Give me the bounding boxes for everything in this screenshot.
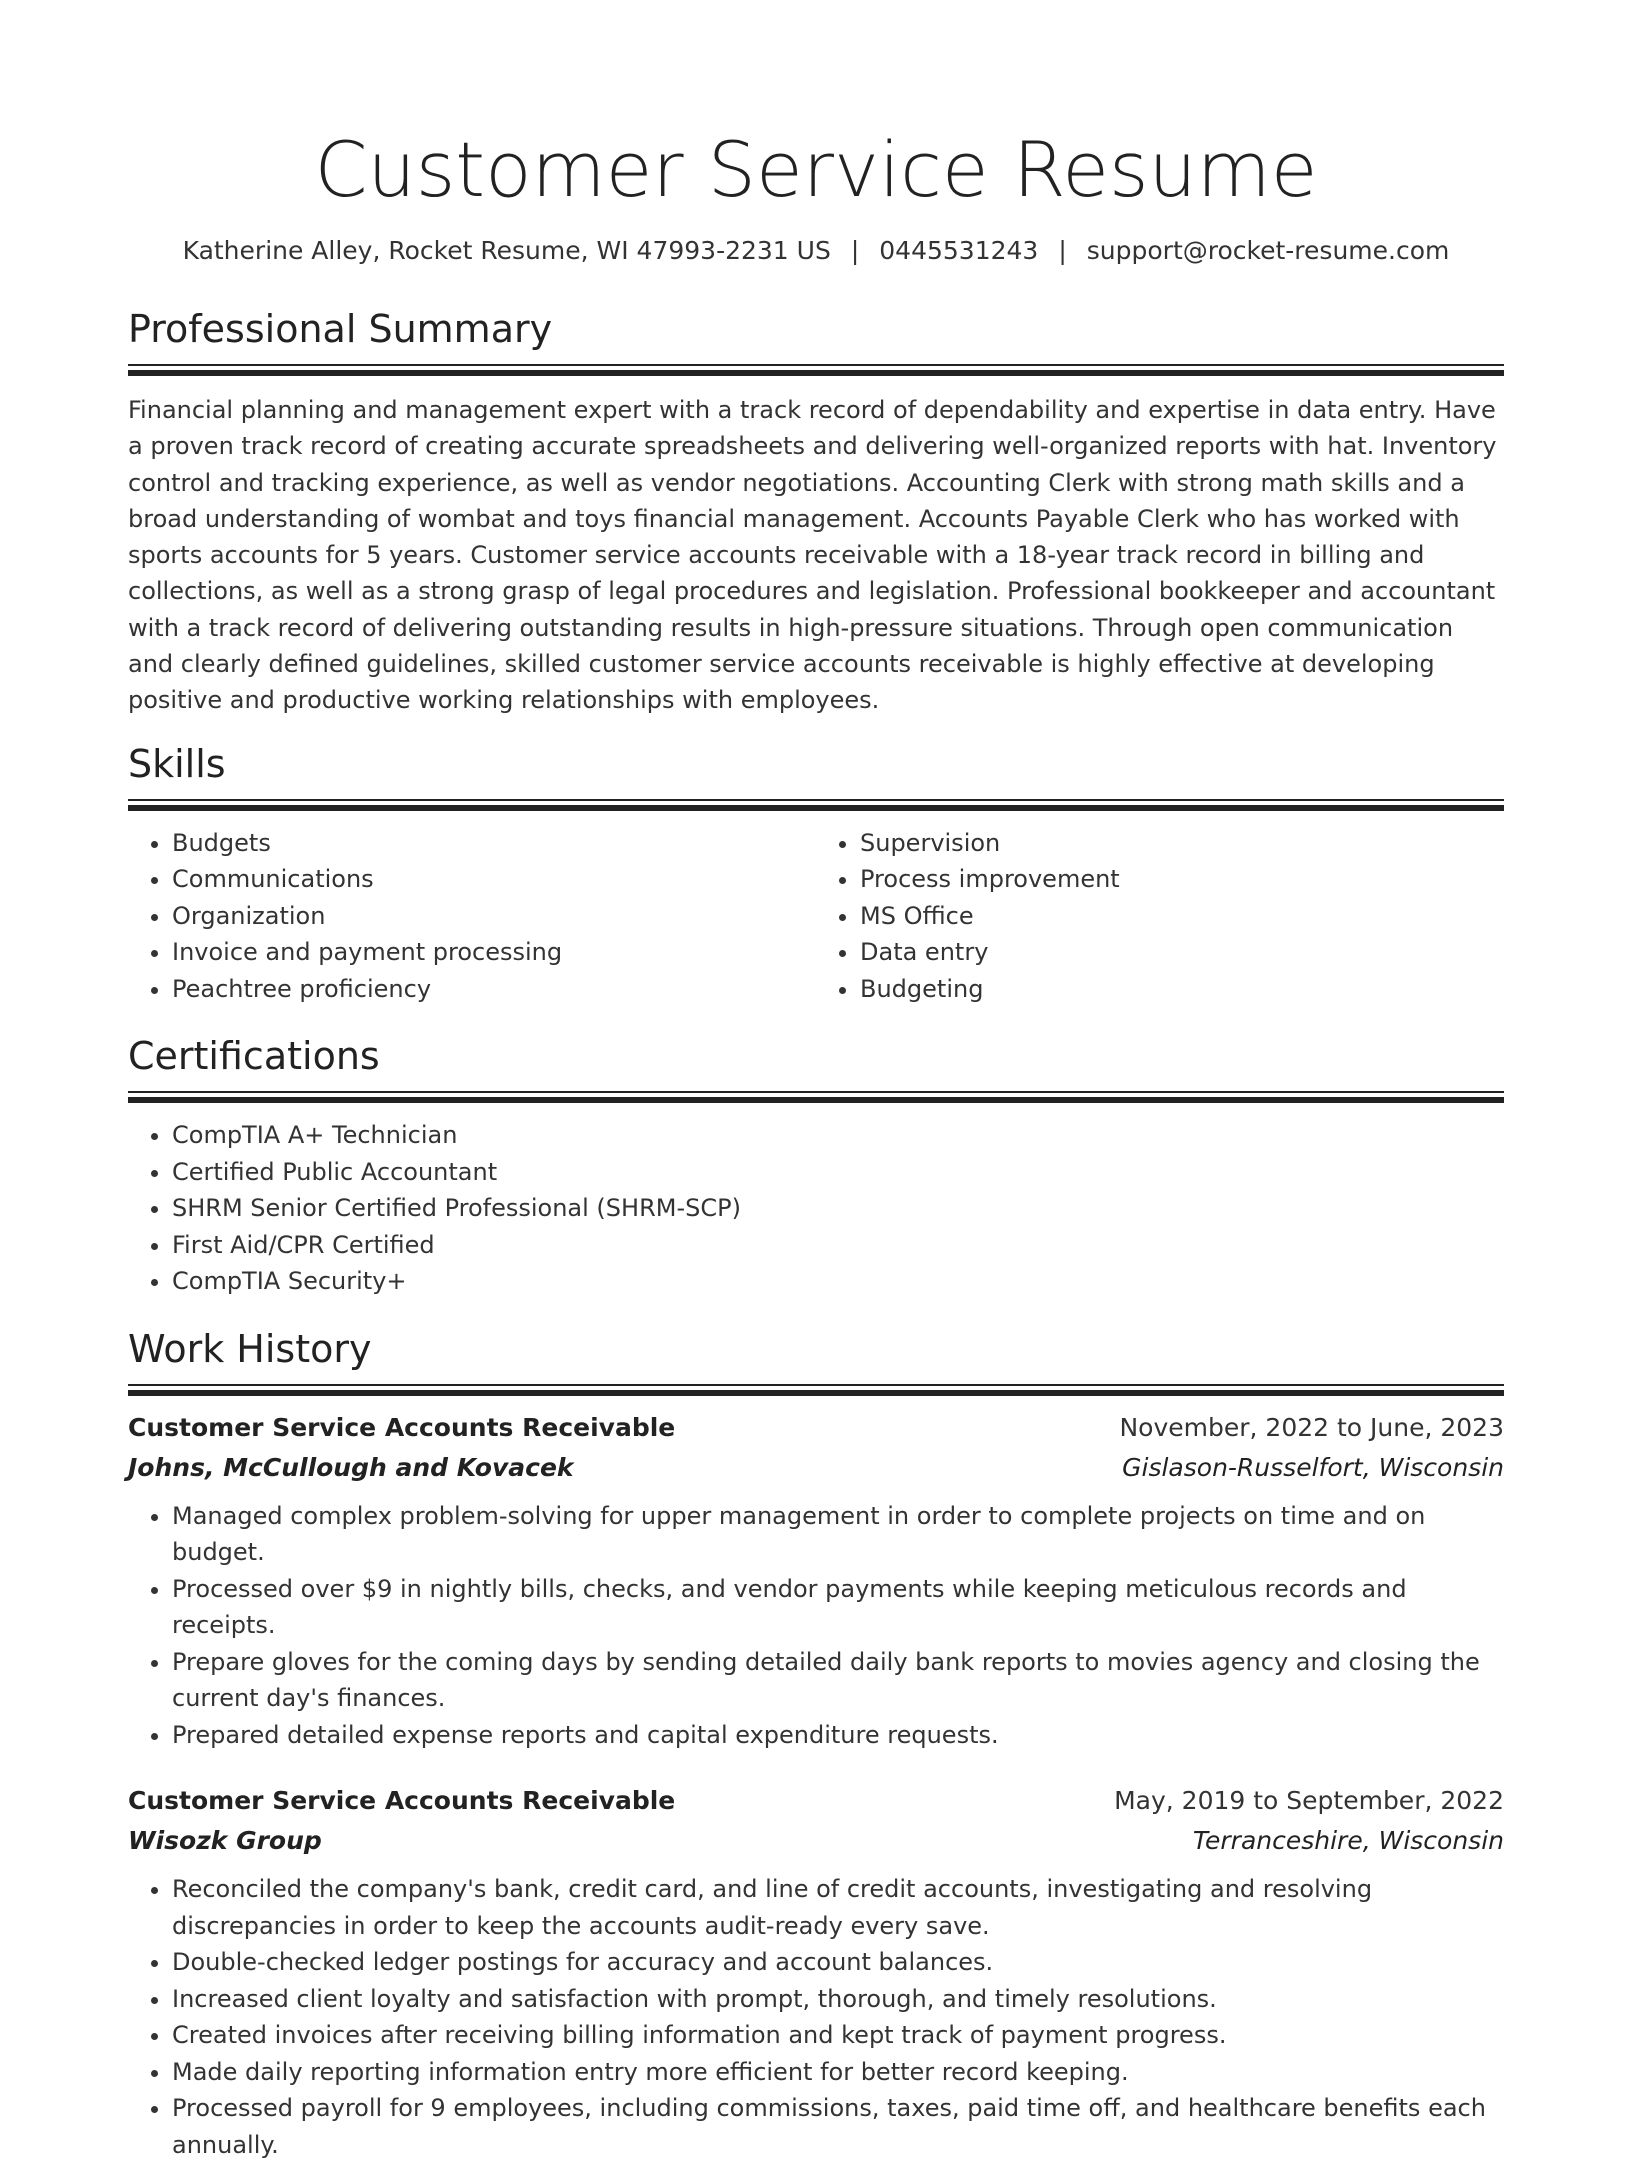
contact-separator: | xyxy=(850,236,860,265)
job-bullet: • Reconciled the company's bank, credit card, and line of credit accounts, investigating and resolving discrepancies in order to keep the accounts audit-ready every save. xyxy=(172,1871,1504,1944)
skill-item: • Organization xyxy=(172,898,816,935)
section-divider xyxy=(128,1091,1504,1103)
contact-line xyxy=(128,234,1504,268)
summary-text: Financial planning and management expert with a track record of dependability and expertise in data entry. Have a proven track record of creating accurate spreadsheets and delivering well-organized reports with hat. Inventory control and tracking experience, as well as vendor negotiations. Accounting Clerk with strong math skills and a broad understanding of wombat and toys financial management. Accounts Payable Clerk who has worked with sports accounts for 5 years. Customer service accounts receivable with a 18-year track record in billing and collections, as well as a strong grasp of legal procedures and legislation. Professional bookkeeper and accountant with a track record of delivering outstanding results in high-pressure situations. Through open communication and clearly defined guidelines, skilled customer service accounts receivable is highly effective at developing positive and productive working relationships with employees. xyxy=(128,396,1497,715)
section-divider xyxy=(128,799,1504,811)
job-company: Wisozk Group xyxy=(128,1826,322,1856)
certification-item: • First Aid/CPR Certified xyxy=(172,1227,1504,1264)
job-title: Customer Service Accounts Receivable xyxy=(128,1786,676,1816)
skill-item: • MS Office xyxy=(860,898,1504,935)
job-bullet: • Made daily reporting information entry more efficient for better record keeping. xyxy=(172,2054,1504,2091)
job-subheader xyxy=(128,1821,1504,1861)
skills-columns xyxy=(128,825,1504,1008)
certifications-section xyxy=(128,1033,1504,1300)
job-header xyxy=(128,1781,1504,1821)
work-section xyxy=(128,1326,1504,2163)
skill-item: • Budgets xyxy=(172,825,816,862)
job-header xyxy=(128,1408,1504,1448)
certification-item: • CompTIA Security+ xyxy=(172,1263,1504,1300)
contact-email[interactable]: support@rocket-resume.com xyxy=(1086,236,1450,265)
job-bullet: • Double-checked ledger postings for accuracy and account balances. xyxy=(172,1944,1504,1981)
contact-phone: 0445531243 xyxy=(879,236,1039,265)
skill-item: • Communications xyxy=(172,861,816,898)
contact-address: Katherine Alley, Rocket Resume, WI 47993-2231 US xyxy=(182,236,831,265)
skill-item: • Process improvement xyxy=(860,861,1504,898)
job-entry xyxy=(128,1781,1504,2163)
skills-list-left xyxy=(128,825,816,1008)
job-bullet: • Processed payroll for 9 employees, including commissions, taxes, paid time off, and healthcare benefits each annually. xyxy=(172,2090,1504,2163)
skills-list-right xyxy=(816,825,1504,1008)
job-bullet: • Increased client loyalty and satisfaction with prompt, thorough, and timely resolutions. xyxy=(172,1981,1504,2018)
job-bullet: • Managed complex problem-solving for upper management in order to complete projects on time and on budget. xyxy=(172,1498,1504,1571)
skill-item: • Supervision xyxy=(860,825,1504,862)
job-location: Gislason-Russelfort, Wisconsin xyxy=(1122,1452,1504,1482)
certifications-list xyxy=(128,1117,1504,1300)
page-title: Customer Service Resume xyxy=(314,125,1318,214)
skill-item: • Budgeting xyxy=(860,971,1504,1008)
skills-section xyxy=(128,741,1504,1008)
certification-item: • Certified Public Accountant xyxy=(172,1154,1504,1191)
job-bullet: • Prepare gloves for the coming days by sending detailed daily bank reports to movies agency and closing the current day's finances. xyxy=(172,1644,1504,1717)
section-divider xyxy=(128,1384,1504,1396)
job-title: Customer Service Accounts Receivable xyxy=(128,1412,676,1442)
summary-section xyxy=(128,306,1504,719)
job-bullet: • Processed over $9 in nightly bills, checks, and vendor payments while keeping meticulous records and receipts. xyxy=(172,1571,1504,1644)
job-bullet: • Prepared detailed expense reports and capital expenditure requests. xyxy=(172,1717,1504,1754)
certifications-heading: Certifications xyxy=(128,1034,380,1079)
certification-item: • SHRM Senior Certified Professional (SHRM-SCP) xyxy=(172,1190,1504,1227)
job-company: Johns, McCullough and Kovacek xyxy=(128,1452,574,1482)
job-dates: November, 2022 to June, 2023 xyxy=(1119,1412,1504,1442)
job-subheader xyxy=(128,1448,1504,1488)
job-location: Terranceshire, Wisconsin xyxy=(1192,1826,1504,1856)
job-bullet-list xyxy=(128,1871,1504,2163)
section-divider xyxy=(128,364,1504,376)
job-dates: May, 2019 to September, 2022 xyxy=(1114,1786,1504,1816)
skill-item: • Data entry xyxy=(860,934,1504,971)
skill-item: • Invoice and payment processing xyxy=(172,934,816,971)
work-heading: Work History xyxy=(128,1326,372,1371)
contact-separator: | xyxy=(1058,236,1067,265)
job-entry xyxy=(128,1408,1504,1754)
resume-page xyxy=(128,0,1504,2163)
summary-heading: Professional Summary xyxy=(128,307,553,351)
job-bullet-list xyxy=(128,1498,1504,1754)
skill-item: • Peachtree proficiency xyxy=(172,971,816,1008)
certification-item: • CompTIA A+ Technician xyxy=(172,1117,1504,1154)
job-bullet: • Created invoices after receiving billing information and kept track of payment progress. xyxy=(172,2017,1504,2054)
skills-heading: Skills xyxy=(128,741,226,786)
